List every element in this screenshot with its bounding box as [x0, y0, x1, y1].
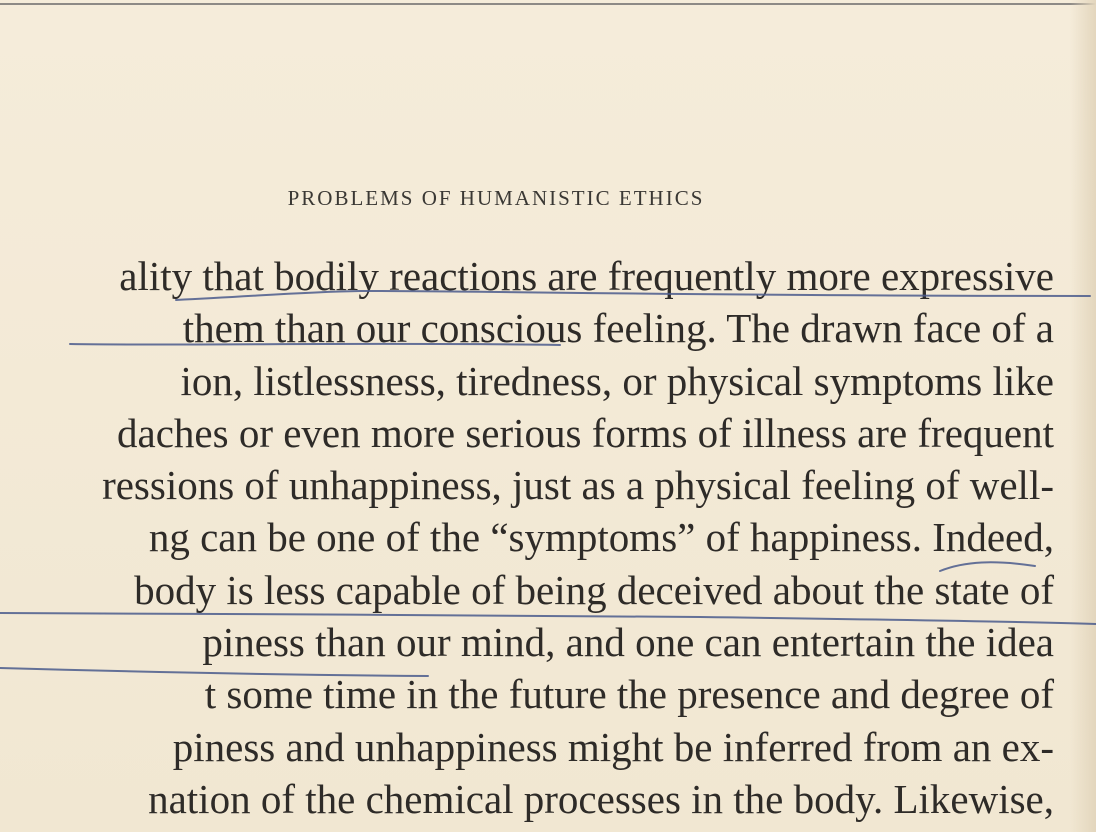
text-line: them than our conscious feeling. The drawn face of a	[182, 305, 1054, 352]
text-line: ng can be one of the “symptoms” of happiness. Indeed,	[148, 514, 1054, 561]
text-line: ion, listlessness, tiredness, or physical symptoms like	[180, 357, 1054, 404]
text-line: piness and unhappiness might be inferred from an ex-	[172, 723, 1054, 770]
text-line: ality that bodily reactions are frequently more expressive	[119, 253, 1054, 299]
running-head: PROBLEMS OF HUMANISTIC ETHICS	[287, 186, 705, 210]
top-rule	[0, 3, 1096, 5]
body-text	[0, 250, 1054, 825]
text-line: piness than our mind, and one can entertain the idea	[202, 619, 1054, 666]
text-line: t some time in the future the presence and degree of	[204, 671, 1054, 718]
text-line: nation of the chemical processes in the body. Likewise,	[148, 775, 1054, 822]
text-line: ressions of unhappiness, just as a physical feeling of well-	[102, 462, 1054, 509]
page-edge-shadow	[1070, 0, 1096, 832]
text-line: daches or even more serious forms of illness are frequent	[117, 409, 1054, 456]
text-line: body is less capable of being deceived about the state of	[134, 566, 1054, 613]
